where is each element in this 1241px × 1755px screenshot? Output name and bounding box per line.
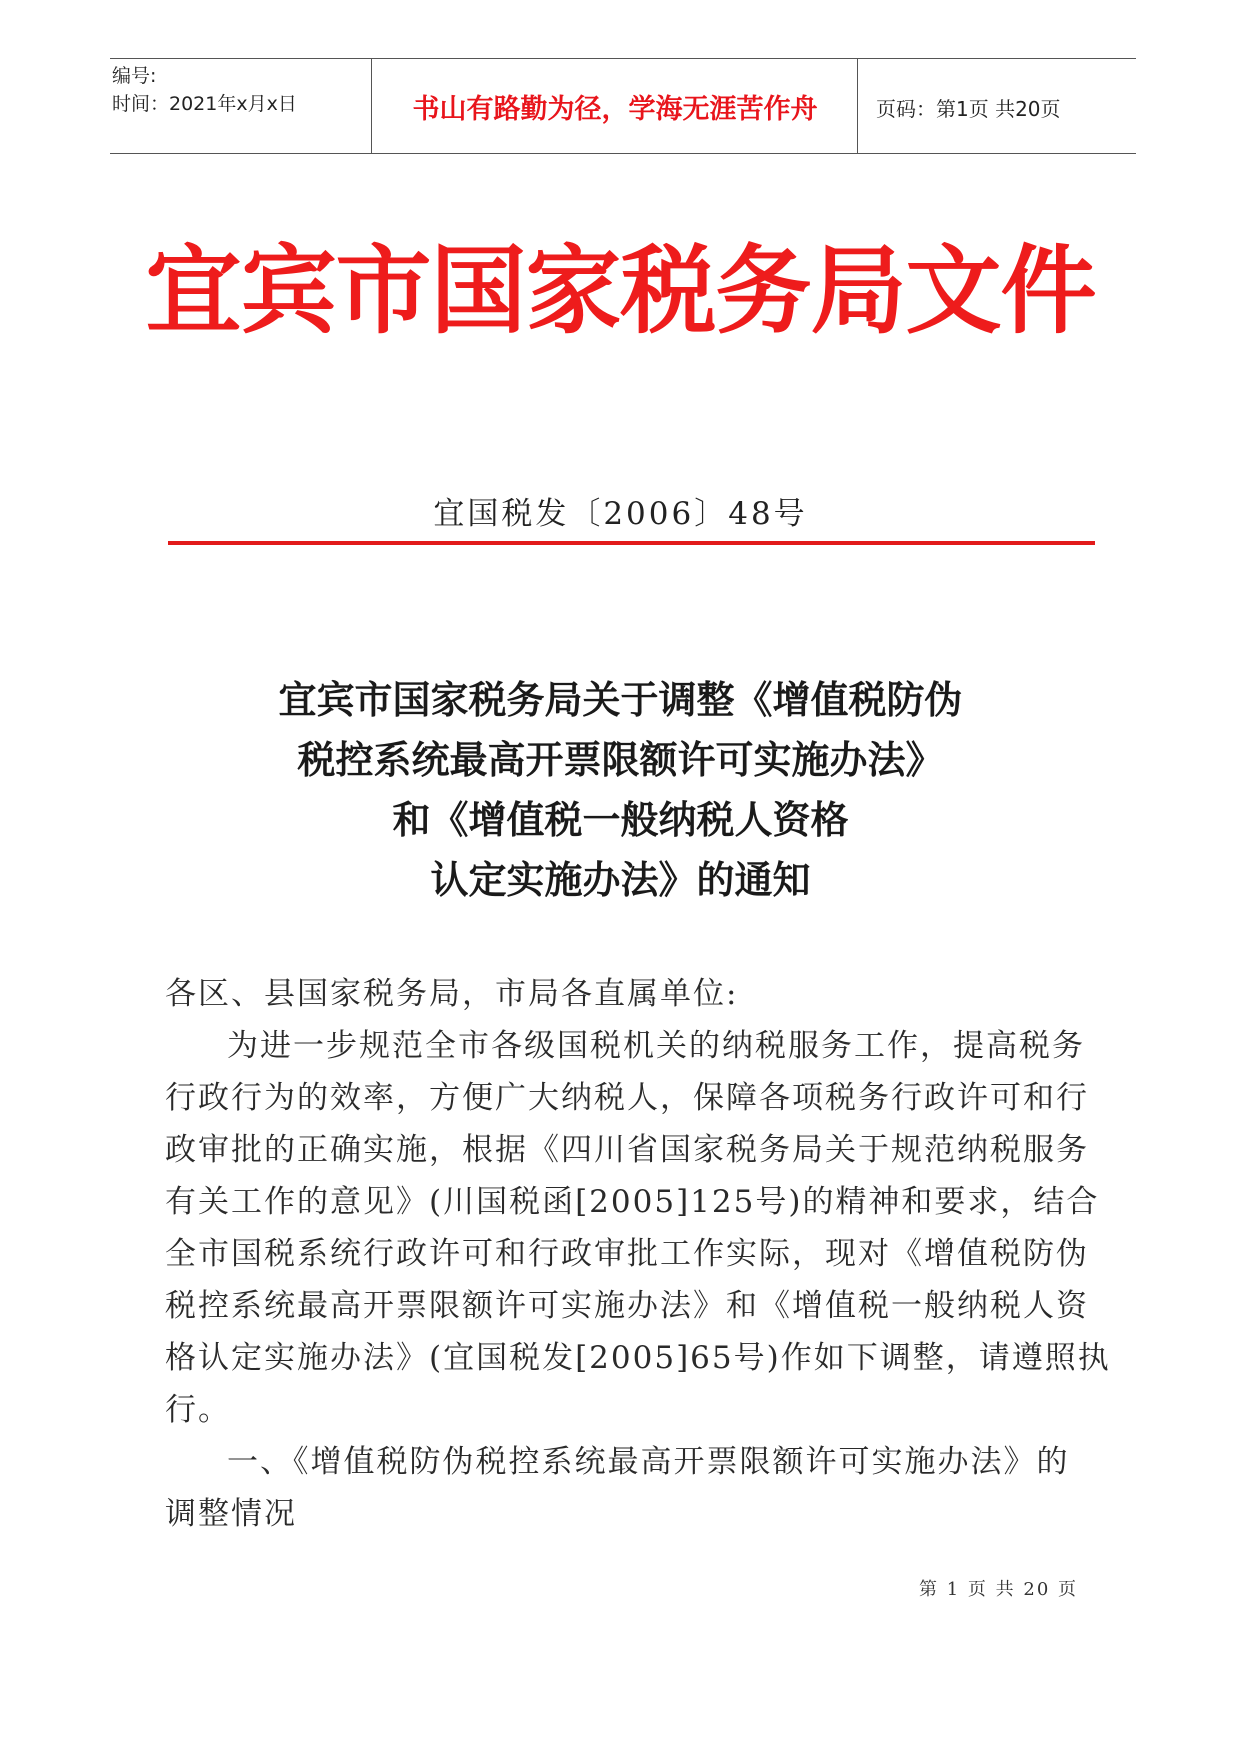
body-line: 政审批的正确实施，根据《四川省国家税务局关于规范纳税服务 — [165, 1132, 1089, 1168]
body-line: 全市国税系统行政许可和行政审批工作实际，现对《增值税防伪 — [165, 1236, 1089, 1272]
salutation: 各区、县国家税务局，市局各直属单位: — [165, 976, 739, 1012]
header-page-cell — [858, 59, 1136, 153]
page-footer: 第 1 页 共 20 页 — [919, 1579, 1078, 1600]
body-line: 格认定实施办法》(宜国税发[2005]65号)作如下调整，请遵照执 — [165, 1340, 1111, 1376]
header-motto-cell — [372, 59, 858, 153]
body-line: 行。 — [165, 1392, 231, 1428]
notice-title-line: 和《增值税一般纳税人资格 — [392, 797, 849, 842]
notice-title-line: 认定实施办法》的通知 — [430, 857, 811, 902]
time-label: 时间：2021年x月x日 — [112, 93, 297, 115]
header-table — [110, 58, 1136, 154]
notice-title-line: 税控系统最高开票限额许可实施办法》 — [297, 737, 944, 782]
body-line: 为进一步规范全市各级国税机关的纳税服务工作，提高税务 — [227, 1028, 1085, 1064]
notice-title-line: 宜宾市国家税务局关于调整《增值税防伪 — [278, 677, 963, 722]
body-line: 税控系统最高开票限额许可实施办法》和《增值税一般纳税人资 — [165, 1288, 1089, 1324]
serial-label: 编号: — [112, 65, 157, 87]
issuer-title: 宜宾市国家税务局文件 — [145, 235, 1096, 347]
notice-title — [0, 670, 1241, 910]
body-line: 行政行为的效率，方便广大纳税人，保障各项税务行政许可和行 — [165, 1080, 1089, 1116]
header-meta-cell — [110, 59, 372, 153]
red-divider — [168, 541, 1095, 545]
page-code: 页码：第1页 共20页 — [876, 97, 1061, 121]
section-heading: 一、《增值税防伪税控系统最高开票限额许可实施办法》的 — [227, 1444, 1070, 1480]
body-text — [165, 968, 1111, 1540]
body-line: 有关工作的意见》(川国税函[2005]125号)的精神和要求，结合 — [165, 1184, 1100, 1220]
motto: 书山有路勤为径，学海无涯苦作舟 — [412, 94, 818, 125]
section-heading-cont: 调整情况 — [165, 1496, 297, 1532]
doc-number: 宜国税发〔2006〕48号 — [433, 496, 808, 532]
